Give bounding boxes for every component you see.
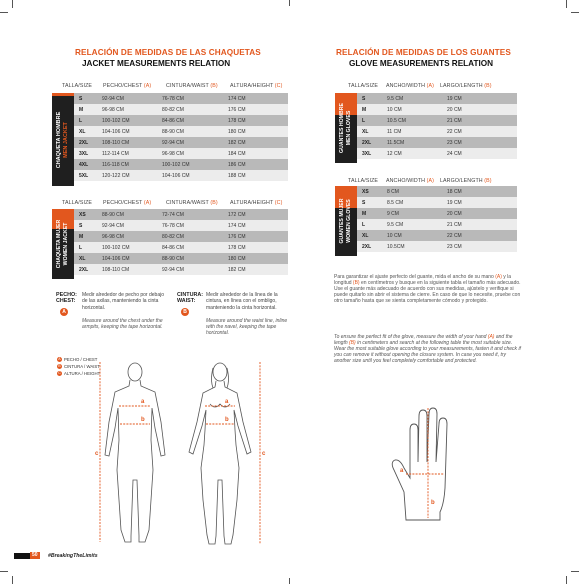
crop-mark (0, 12, 8, 13)
value-cell: 84-86 CM (162, 115, 228, 126)
header-chest: PECHO/CHEST (A) (103, 83, 152, 89)
size-cell: XS (74, 209, 102, 220)
glove-instructions-es: Para garantizar el ajuste perfecto del guante, mida el ancho de su mano (A) y la longitud (B) en centímetros y busque en la siguiente tabla el tamaño más adecuado. Use el guante más adecuado de acuerdo con sus medidas, ajústelo y verifique si puede quitarlo sin abrir el sistema de cierre. En caso de que lo necesite, pruebe con otro tamaño hasta que se sienta completamente cómodo y protegido. (334, 274, 521, 304)
header-width: ANCHO/WIDTH (A) (386, 83, 435, 89)
table-row (357, 241, 517, 252)
value-cell: 19 CM (447, 93, 517, 104)
size-cell: L (357, 115, 387, 126)
table-row (357, 115, 517, 126)
body-figures-illustration (85, 360, 275, 550)
table-row (74, 93, 288, 104)
women-jacket-label: CHAQUETA MUJER WOMEN JACKET (56, 219, 69, 269)
table-row (357, 208, 517, 219)
value-cell: 100-102 CM (102, 115, 162, 126)
size-cell: XL (74, 253, 102, 264)
table-row (74, 253, 288, 264)
value-cell: 182 CM (228, 137, 288, 148)
value-cell: 84-86 CM (162, 242, 228, 253)
value-cell: 9.5 CM (387, 219, 447, 230)
men-jacket-sidebar (52, 93, 74, 186)
value-cell: 184 CM (228, 148, 288, 159)
size-cell: S (357, 197, 387, 208)
page-number: 50 (32, 552, 38, 558)
size-cell: 3XL (357, 148, 387, 159)
men-gloves-label: GUANTES HOMBRE MEN GLOVES (339, 103, 352, 153)
table-row (74, 104, 288, 115)
center-fold (289, 0, 290, 6)
table-row (357, 219, 517, 230)
crop-mark (0, 571, 8, 572)
value-cell: 92-94 CM (102, 93, 162, 104)
size-cell: 4XL (74, 159, 102, 170)
figure-letter-b: b (141, 417, 145, 423)
table-row (74, 159, 288, 170)
table-row (74, 264, 288, 275)
legend-waist: B CINTURA / WAIST (58, 364, 100, 369)
value-cell: 72-74 CM (162, 209, 228, 220)
value-cell: 108-110 CM (102, 137, 162, 148)
crop-mark (12, 576, 13, 584)
size-cell: XL (74, 126, 102, 137)
header-size: TALLA/SIZE (348, 83, 379, 89)
table-row (74, 137, 288, 148)
size-cell: M (357, 104, 387, 115)
value-cell: 176 CM (228, 104, 288, 115)
size-cell: 2XL (74, 137, 102, 148)
value-cell: 92-94 CM (162, 137, 228, 148)
value-cell: 178 CM (228, 115, 288, 126)
size-cell: M (357, 208, 387, 219)
size-cell: 2XL (357, 137, 387, 148)
waist-letter-badge: B (181, 308, 189, 316)
value-cell: 76-78 CM (162, 93, 228, 104)
legend-height: C ALTURA / HEIGHT (58, 371, 101, 376)
center-fold (289, 578, 290, 584)
women-gloves-label: GUANTES MUJER WOMEN GLOVES (339, 198, 352, 244)
table-row (74, 148, 288, 159)
header-length: LARGO/LENGTH (B) (440, 178, 492, 184)
value-cell: 180 CM (228, 126, 288, 137)
value-cell: 96-98 CM (162, 148, 228, 159)
value-cell: 104-106 CM (162, 170, 228, 181)
value-cell: 172 CM (228, 209, 288, 220)
table-row (74, 209, 288, 220)
glove-title-en: GLOVE MEASUREMENTS RELATION (349, 59, 494, 68)
waist-note-label: CINTURA: WAIST: (177, 292, 204, 305)
table-row (74, 126, 288, 137)
size-cell: M (74, 231, 102, 242)
value-cell: 21 CM (447, 115, 517, 126)
footer-hashtag: #BreakingTheLimits (48, 553, 98, 559)
value-cell: 104-106 CM (102, 126, 162, 137)
header-height: ALTURA/HEIGHT (C) (230, 83, 283, 89)
value-cell: 18 CM (447, 186, 517, 197)
value-cell: 186 CM (228, 159, 288, 170)
value-cell: 24 CM (447, 148, 517, 159)
size-cell: L (74, 242, 102, 253)
value-cell: 10 CM (387, 104, 447, 115)
table-row (357, 230, 517, 241)
size-cell: XL (357, 230, 387, 241)
table-row (357, 137, 517, 148)
jacket-women-table (74, 209, 288, 275)
value-cell: 23 CM (447, 137, 517, 148)
value-cell: 88-90 CM (162, 126, 228, 137)
header-height: ALTURA/HEIGHT (C) (230, 200, 283, 206)
hand-letter-a: a (400, 468, 404, 474)
size-cell: L (357, 219, 387, 230)
size-cell: M (74, 104, 102, 115)
header-size: TALLA/SIZE (62, 83, 93, 89)
size-cell: XS (357, 186, 387, 197)
value-cell: 116-118 CM (102, 159, 162, 170)
value-cell: 80-82 CM (162, 231, 228, 242)
header-chest: PECHO/CHEST (A) (103, 200, 152, 206)
value-cell: 112-114 CM (102, 148, 162, 159)
value-cell: 174 CM (228, 220, 288, 231)
value-cell: 9.5 CM (387, 93, 447, 104)
table-row (74, 242, 288, 253)
size-cell: S (74, 220, 102, 231)
table-row (357, 148, 517, 159)
glove-instructions-en: To ensure the perfect fit of the glove, measure the width of your hand (A) and the length (B) in centimeters and search at the following table the most suitable size. Wear the most suitable glove according to your measurements, fasten it and check if you can remove it without opening the closure system. In case you need it, try another size until you feel completely comfortable and protected. (334, 334, 521, 364)
value-cell: 96-98 CM (102, 104, 162, 115)
value-cell: 96-98 CM (102, 231, 162, 242)
size-cell: XL (357, 126, 387, 137)
value-cell: 12 CM (387, 148, 447, 159)
hand-illustration (388, 400, 468, 528)
chest-note-label: PECHO: CHEST: (56, 292, 77, 305)
glove-men-table (357, 93, 517, 159)
value-cell: 23 CM (447, 241, 517, 252)
waist-note-text: Medir alrededor de la línea de la cintura, en línea con el ombligo, manteniendo la cinta horizontal. Measure around the waist line, inline with the navel, keeping the tape horizontal. (206, 292, 288, 337)
size-cell: 5XL (74, 170, 102, 181)
value-cell: 10 CM (387, 230, 447, 241)
value-cell: 176 CM (228, 231, 288, 242)
value-cell: 92-94 CM (102, 220, 162, 231)
value-cell: 88-90 CM (162, 253, 228, 264)
value-cell: 9 CM (387, 208, 447, 219)
value-cell: 11 CM (387, 126, 447, 137)
value-cell: 104-106 CM (102, 253, 162, 264)
header-waist: CINTURA/WAIST (B) (166, 83, 218, 89)
value-cell: 20 CM (447, 208, 517, 219)
crop-mark (571, 571, 579, 572)
crop-mark (571, 12, 579, 13)
value-cell: 8.5 CM (387, 197, 447, 208)
value-cell: 8 CM (387, 186, 447, 197)
value-cell: 120-122 CM (102, 170, 162, 181)
figure-letter-c: c (262, 451, 266, 457)
table-row (357, 126, 517, 137)
value-cell: 21 CM (447, 219, 517, 230)
figure-letter-a: a (225, 399, 229, 405)
hand-letter-b: b (431, 500, 435, 506)
table-row (74, 170, 288, 181)
value-cell: 19 CM (447, 197, 517, 208)
header-length: LARGO/LENGTH (B) (440, 83, 492, 89)
men-gloves-sidebar (335, 93, 357, 163)
value-cell: 188 CM (228, 170, 288, 181)
jacket-title-es: RELACIÓN DE MEDIDAS DE LAS CHAQUETAS (75, 48, 261, 57)
jacket-men-table (74, 93, 288, 181)
table-row (74, 231, 288, 242)
header-size: TALLA/SIZE (348, 178, 379, 184)
crop-mark (12, 0, 13, 8)
value-cell: 108-110 CM (102, 264, 162, 275)
value-cell: 182 CM (228, 264, 288, 275)
table-row (357, 197, 517, 208)
table-row (74, 220, 288, 231)
women-gloves-sidebar (335, 186, 357, 256)
value-cell: 20 CM (447, 104, 517, 115)
header-waist: CINTURA/WAIST (B) (166, 200, 218, 206)
men-jacket-label: CHAQUETA HOMBRE MEN JACKET (56, 111, 69, 168)
value-cell: 180 CM (228, 253, 288, 264)
header-size: TALLA/SIZE (62, 200, 93, 206)
value-cell: 80-82 CM (162, 104, 228, 115)
value-cell: 92-94 CM (162, 264, 228, 275)
header-width: ANCHO/WIDTH (A) (386, 178, 435, 184)
figure-letter-b: b (225, 417, 229, 423)
value-cell: 11.5CM (387, 137, 447, 148)
jacket-title-en: JACKET MEASUREMENTS RELATION (82, 59, 231, 68)
value-cell: 100-102 CM (102, 242, 162, 253)
value-cell: 10.5 CM (387, 115, 447, 126)
size-cell: 2XL (357, 241, 387, 252)
legend-chest: A PECHO / CHEST (58, 357, 98, 362)
value-cell: 178 CM (228, 242, 288, 253)
value-cell: 88-90 CM (102, 209, 162, 220)
value-cell: 22 CM (447, 126, 517, 137)
chest-note-text: Medir alrededor de pecho por debajo de las axilas, manteniendo la cinta horizontal. Measure around the chest under the armpits, keeping the tape horizontal. (82, 292, 164, 331)
chest-letter-badge: A (60, 308, 68, 316)
size-cell: S (74, 93, 102, 104)
size-cell: 3XL (74, 148, 102, 159)
crop-mark (566, 0, 567, 8)
value-cell: 22 CM (447, 230, 517, 241)
size-cell: 2XL (74, 264, 102, 275)
glove-women-table (357, 186, 517, 252)
value-cell: 100-102 CM (162, 159, 228, 170)
size-cell: L (74, 115, 102, 126)
figure-letter-a: a (141, 399, 145, 405)
women-jacket-sidebar (52, 209, 74, 279)
table-row (357, 93, 517, 104)
value-cell: 76-78 CM (162, 220, 228, 231)
glove-title-es: RELACIÓN DE MEDIDAS DE LOS GUANTES (336, 48, 511, 57)
value-cell: 10.5CM (387, 241, 447, 252)
value-cell: 174 CM (228, 93, 288, 104)
table-row (357, 104, 517, 115)
crop-mark (566, 576, 567, 584)
figure-letter-c: c (95, 451, 99, 457)
table-row (74, 115, 288, 126)
table-row (357, 186, 517, 197)
size-cell: S (357, 93, 387, 104)
